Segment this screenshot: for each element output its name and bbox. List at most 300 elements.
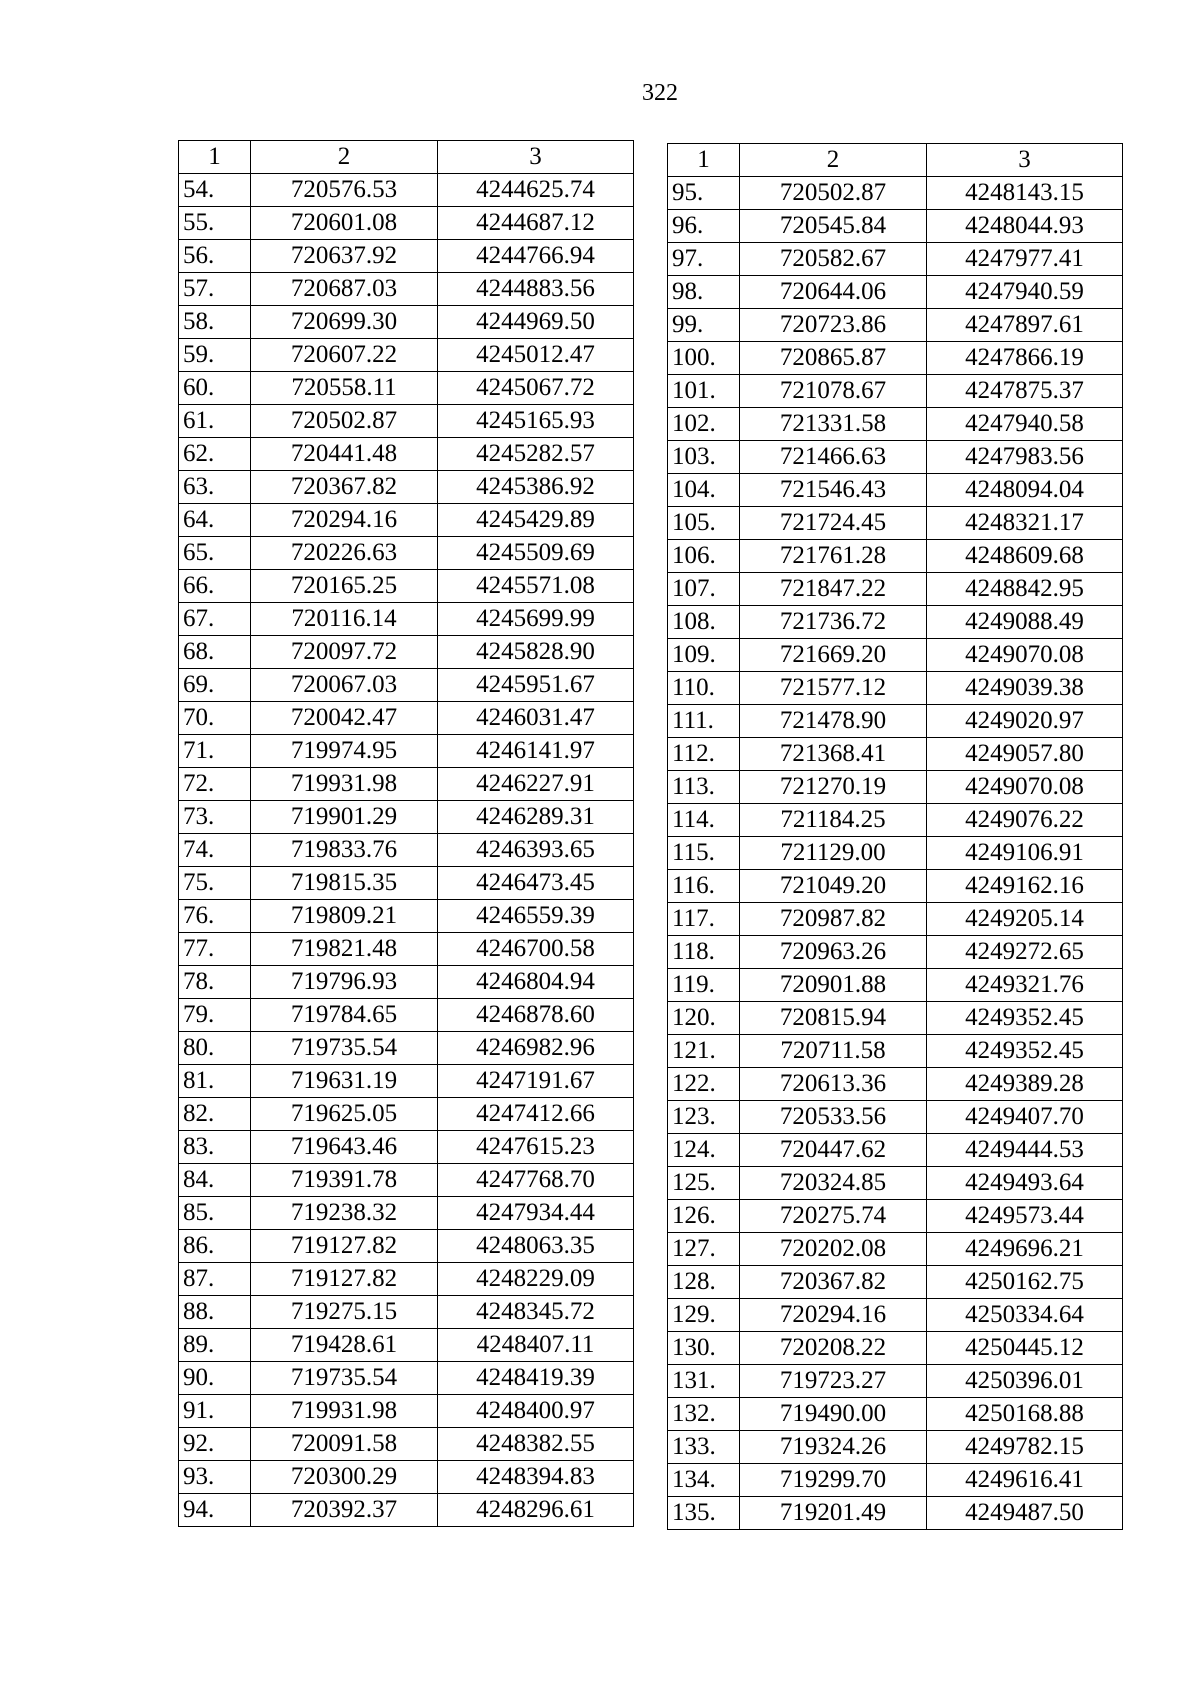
point-number: 133. bbox=[668, 1431, 740, 1464]
coordinate-y: 4245509.69 bbox=[438, 537, 634, 570]
coordinate-x: 720533.56 bbox=[740, 1101, 927, 1134]
point-number: 109. bbox=[668, 639, 740, 672]
table-row bbox=[668, 540, 1123, 573]
header-row bbox=[179, 141, 634, 174]
coordinate-y: 4249573.44 bbox=[927, 1200, 1123, 1233]
coordinate-y: 4250334.64 bbox=[927, 1299, 1123, 1332]
point-number: 108. bbox=[668, 606, 740, 639]
coordinate-x: 721724.45 bbox=[740, 507, 927, 540]
table-row bbox=[668, 1464, 1123, 1497]
coordinate-y: 4246559.39 bbox=[438, 900, 634, 933]
coordinate-x: 720582.67 bbox=[740, 243, 927, 276]
table-row bbox=[668, 408, 1123, 441]
point-number: 111. bbox=[668, 705, 740, 738]
table-row bbox=[668, 804, 1123, 837]
column-header-2: 2 bbox=[740, 144, 927, 177]
coordinate-x: 719735.54 bbox=[251, 1032, 438, 1065]
coordinate-x: 721478.90 bbox=[740, 705, 927, 738]
table-row bbox=[668, 1002, 1123, 1035]
point-number: 103. bbox=[668, 441, 740, 474]
coordinate-y: 4250168.88 bbox=[927, 1398, 1123, 1431]
table-row bbox=[179, 1098, 634, 1131]
point-number: 54. bbox=[179, 174, 251, 207]
coordinate-y: 4244969.50 bbox=[438, 306, 634, 339]
coordinate-x: 720441.48 bbox=[251, 438, 438, 471]
table-row bbox=[179, 1296, 634, 1329]
coordinate-y: 4247934.44 bbox=[438, 1197, 634, 1230]
coordinate-y: 4249389.28 bbox=[927, 1068, 1123, 1101]
table-row bbox=[668, 375, 1123, 408]
table-row bbox=[179, 1428, 634, 1461]
coordinate-y: 4248394.83 bbox=[438, 1461, 634, 1494]
coordinate-y: 4244625.74 bbox=[438, 174, 634, 207]
table-row bbox=[668, 1299, 1123, 1332]
coordinate-x: 721368.41 bbox=[740, 738, 927, 771]
table-row bbox=[668, 276, 1123, 309]
point-number: 120. bbox=[668, 1002, 740, 1035]
table-row bbox=[179, 240, 634, 273]
table-row bbox=[179, 1032, 634, 1065]
table-row bbox=[668, 573, 1123, 606]
coordinate-y: 4246141.97 bbox=[438, 735, 634, 768]
coordinate-x: 719833.76 bbox=[251, 834, 438, 867]
table-row bbox=[668, 705, 1123, 738]
coordinate-x: 720447.62 bbox=[740, 1134, 927, 1167]
coordinate-y: 4247940.58 bbox=[927, 408, 1123, 441]
coordinate-y: 4247768.70 bbox=[438, 1164, 634, 1197]
table-row bbox=[179, 1494, 634, 1527]
point-number: 131. bbox=[668, 1365, 740, 1398]
table-row bbox=[668, 177, 1123, 210]
coordinate-x: 720607.22 bbox=[251, 339, 438, 372]
table-row bbox=[179, 900, 634, 933]
coordinate-y: 4249106.91 bbox=[927, 837, 1123, 870]
point-number: 76. bbox=[179, 900, 251, 933]
coordinate-y: 4245165.93 bbox=[438, 405, 634, 438]
coordinate-y: 4250396.01 bbox=[927, 1365, 1123, 1398]
point-number: 62. bbox=[179, 438, 251, 471]
table-row bbox=[179, 1230, 634, 1263]
coordinate-x: 719299.70 bbox=[740, 1464, 927, 1497]
coordinate-y: 4245699.99 bbox=[438, 603, 634, 636]
point-number: 65. bbox=[179, 537, 251, 570]
coordinate-x: 720723.86 bbox=[740, 309, 927, 342]
point-number: 116. bbox=[668, 870, 740, 903]
coordinate-y: 4249487.50 bbox=[927, 1497, 1123, 1530]
table-row bbox=[179, 636, 634, 669]
table-row bbox=[668, 1068, 1123, 1101]
coordinate-x: 719201.49 bbox=[740, 1497, 927, 1530]
point-number: 102. bbox=[668, 408, 740, 441]
coordinate-x: 721577.12 bbox=[740, 672, 927, 705]
coordinate-x: 720294.16 bbox=[740, 1299, 927, 1332]
table-row bbox=[179, 669, 634, 702]
point-number: 98. bbox=[668, 276, 740, 309]
point-number: 123. bbox=[668, 1101, 740, 1134]
table-row bbox=[668, 738, 1123, 771]
coordinate-y: 4249070.08 bbox=[927, 639, 1123, 672]
point-number: 113. bbox=[668, 771, 740, 804]
coordinate-y: 4249162.16 bbox=[927, 870, 1123, 903]
table-row bbox=[668, 771, 1123, 804]
point-number: 84. bbox=[179, 1164, 251, 1197]
coordinate-y: 4245828.90 bbox=[438, 636, 634, 669]
table-row bbox=[668, 870, 1123, 903]
coordinate-x: 721466.63 bbox=[740, 441, 927, 474]
point-number: 70. bbox=[179, 702, 251, 735]
coordinate-y: 4244883.56 bbox=[438, 273, 634, 306]
point-number: 68. bbox=[179, 636, 251, 669]
coordinate-y: 4245951.67 bbox=[438, 669, 634, 702]
page-number: 322 bbox=[642, 80, 678, 106]
coordinate-x: 719901.29 bbox=[251, 801, 438, 834]
coordinate-x: 719391.78 bbox=[251, 1164, 438, 1197]
point-number: 72. bbox=[179, 768, 251, 801]
table-row bbox=[179, 1131, 634, 1164]
table-row bbox=[668, 1134, 1123, 1167]
table-row bbox=[179, 702, 634, 735]
point-number: 90. bbox=[179, 1362, 251, 1395]
coordinate-y: 4250445.12 bbox=[927, 1332, 1123, 1365]
coordinate-x: 719127.82 bbox=[251, 1230, 438, 1263]
table-row bbox=[179, 372, 634, 405]
coordinate-x: 719931.98 bbox=[251, 768, 438, 801]
table-row bbox=[179, 405, 634, 438]
coordinate-x: 720963.26 bbox=[740, 936, 927, 969]
column-header-3: 3 bbox=[927, 144, 1123, 177]
coordinate-x: 719490.00 bbox=[740, 1398, 927, 1431]
coordinate-y: 4246700.58 bbox=[438, 933, 634, 966]
coordinate-y: 4244687.12 bbox=[438, 207, 634, 240]
table-row bbox=[668, 507, 1123, 540]
table-row bbox=[668, 672, 1123, 705]
point-number: 121. bbox=[668, 1035, 740, 1068]
point-number: 83. bbox=[179, 1131, 251, 1164]
table-body bbox=[179, 174, 634, 1527]
table-row bbox=[179, 933, 634, 966]
column-header-1: 1 bbox=[179, 141, 251, 174]
point-number: 86. bbox=[179, 1230, 251, 1263]
coordinate-x: 719625.05 bbox=[251, 1098, 438, 1131]
coordinate-y: 4244766.94 bbox=[438, 240, 634, 273]
point-number: 99. bbox=[668, 309, 740, 342]
coordinate-x: 719815.35 bbox=[251, 867, 438, 900]
coordinate-y: 4248063.35 bbox=[438, 1230, 634, 1263]
coordinate-y: 4249020.97 bbox=[927, 705, 1123, 738]
point-number: 97. bbox=[668, 243, 740, 276]
point-number: 110. bbox=[668, 672, 740, 705]
coordinate-y: 4249057.80 bbox=[927, 738, 1123, 771]
point-number: 82. bbox=[179, 1098, 251, 1131]
coordinate-y: 4247875.37 bbox=[927, 375, 1123, 408]
coordinate-x: 719324.26 bbox=[740, 1431, 927, 1464]
table-row bbox=[668, 1431, 1123, 1464]
coordinate-x: 720202.08 bbox=[740, 1233, 927, 1266]
point-number: 63. bbox=[179, 471, 251, 504]
table-row bbox=[179, 174, 634, 207]
table-row bbox=[179, 966, 634, 999]
coordinate-x: 720392.37 bbox=[251, 1494, 438, 1527]
coordinate-y: 4245067.72 bbox=[438, 372, 634, 405]
point-number: 112. bbox=[668, 738, 740, 771]
coordinate-y: 4249407.70 bbox=[927, 1101, 1123, 1134]
point-number: 61. bbox=[179, 405, 251, 438]
coordinate-x: 720637.92 bbox=[251, 240, 438, 273]
coordinate-x: 720865.87 bbox=[740, 342, 927, 375]
coordinate-x: 719931.98 bbox=[251, 1395, 438, 1428]
coordinate-y: 4249070.08 bbox=[927, 771, 1123, 804]
coordinate-x: 720208.22 bbox=[740, 1332, 927, 1365]
coordinate-x: 721078.67 bbox=[740, 375, 927, 408]
coordinate-y: 4247897.61 bbox=[927, 309, 1123, 342]
table-row bbox=[179, 1065, 634, 1098]
coordinate-x: 720558.11 bbox=[251, 372, 438, 405]
coordinate-y: 4249782.15 bbox=[927, 1431, 1123, 1464]
point-number: 122. bbox=[668, 1068, 740, 1101]
point-number: 92. bbox=[179, 1428, 251, 1461]
point-number: 127. bbox=[668, 1233, 740, 1266]
coordinates-table-left bbox=[178, 140, 634, 1527]
table-row bbox=[668, 1497, 1123, 1530]
point-number: 75. bbox=[179, 867, 251, 900]
table-row bbox=[668, 837, 1123, 870]
coordinate-y: 4248407.11 bbox=[438, 1329, 634, 1362]
coordinate-y: 4248400.97 bbox=[438, 1395, 634, 1428]
coordinate-x: 720275.74 bbox=[740, 1200, 927, 1233]
coordinate-y: 4248143.15 bbox=[927, 177, 1123, 210]
table-row bbox=[668, 342, 1123, 375]
point-number: 96. bbox=[668, 210, 740, 243]
coordinate-y: 4245429.89 bbox=[438, 504, 634, 537]
table-row bbox=[668, 1398, 1123, 1431]
table-row bbox=[668, 1101, 1123, 1134]
column-header-2: 2 bbox=[251, 141, 438, 174]
coordinate-y: 4245386.92 bbox=[438, 471, 634, 504]
table-row bbox=[668, 210, 1123, 243]
point-number: 114. bbox=[668, 804, 740, 837]
point-number: 66. bbox=[179, 570, 251, 603]
coordinate-x: 719643.46 bbox=[251, 1131, 438, 1164]
coordinate-y: 4245282.57 bbox=[438, 438, 634, 471]
point-number: 79. bbox=[179, 999, 251, 1032]
point-number: 93. bbox=[179, 1461, 251, 1494]
coordinate-x: 720226.63 bbox=[251, 537, 438, 570]
coordinate-x: 721669.20 bbox=[740, 639, 927, 672]
table-row bbox=[179, 438, 634, 471]
coordinate-x: 720324.85 bbox=[740, 1167, 927, 1200]
point-number: 85. bbox=[179, 1197, 251, 1230]
coordinate-x: 719723.27 bbox=[740, 1365, 927, 1398]
point-number: 128. bbox=[668, 1266, 740, 1299]
point-number: 89. bbox=[179, 1329, 251, 1362]
coordinate-x: 721546.43 bbox=[740, 474, 927, 507]
coordinate-x: 720097.72 bbox=[251, 636, 438, 669]
point-number: 107. bbox=[668, 573, 740, 606]
coordinate-x: 720576.53 bbox=[251, 174, 438, 207]
point-number: 100. bbox=[668, 342, 740, 375]
coordinate-y: 4246982.96 bbox=[438, 1032, 634, 1065]
coordinate-x: 720116.14 bbox=[251, 603, 438, 636]
coordinate-x: 721331.58 bbox=[740, 408, 927, 441]
table-row bbox=[179, 504, 634, 537]
coordinate-y: 4246031.47 bbox=[438, 702, 634, 735]
coordinate-x: 721270.19 bbox=[740, 771, 927, 804]
table-row bbox=[179, 834, 634, 867]
coordinate-x: 721129.00 bbox=[740, 837, 927, 870]
table-row bbox=[668, 243, 1123, 276]
column-header-3: 3 bbox=[438, 141, 634, 174]
coordinate-y: 4247412.66 bbox=[438, 1098, 634, 1131]
point-number: 64. bbox=[179, 504, 251, 537]
point-number: 57. bbox=[179, 273, 251, 306]
coordinate-y: 4248094.04 bbox=[927, 474, 1123, 507]
coordinate-x: 721049.20 bbox=[740, 870, 927, 903]
coordinate-x: 720601.08 bbox=[251, 207, 438, 240]
point-number: 87. bbox=[179, 1263, 251, 1296]
point-number: 58. bbox=[179, 306, 251, 339]
table-row bbox=[668, 969, 1123, 1002]
point-number: 117. bbox=[668, 903, 740, 936]
coordinate-x: 719428.61 bbox=[251, 1329, 438, 1362]
coordinate-x: 720294.16 bbox=[251, 504, 438, 537]
coordinate-x: 719809.21 bbox=[251, 900, 438, 933]
table-row bbox=[179, 1263, 634, 1296]
coordinate-x: 720711.58 bbox=[740, 1035, 927, 1068]
point-number: 129. bbox=[668, 1299, 740, 1332]
coordinate-y: 4248321.17 bbox=[927, 507, 1123, 540]
table-row bbox=[179, 867, 634, 900]
coordinate-y: 4247940.59 bbox=[927, 276, 1123, 309]
coordinate-y: 4246393.65 bbox=[438, 834, 634, 867]
table-row bbox=[179, 207, 634, 240]
coordinate-y: 4249272.65 bbox=[927, 936, 1123, 969]
table-row bbox=[179, 306, 634, 339]
coordinates-table-right bbox=[667, 143, 1123, 1530]
point-number: 125. bbox=[668, 1167, 740, 1200]
coordinate-x: 720613.36 bbox=[740, 1068, 927, 1101]
point-number: 104. bbox=[668, 474, 740, 507]
coordinate-x: 721736.72 bbox=[740, 606, 927, 639]
table-row bbox=[179, 1164, 634, 1197]
coordinate-x: 719796.93 bbox=[251, 966, 438, 999]
table-header bbox=[179, 141, 634, 174]
point-number: 130. bbox=[668, 1332, 740, 1365]
coordinate-y: 4247191.67 bbox=[438, 1065, 634, 1098]
table-row bbox=[668, 1266, 1123, 1299]
table-row bbox=[179, 537, 634, 570]
coordinate-y: 4249076.22 bbox=[927, 804, 1123, 837]
table-row bbox=[179, 1395, 634, 1428]
point-number: 94. bbox=[179, 1494, 251, 1527]
point-number: 67. bbox=[179, 603, 251, 636]
coordinate-x: 720367.82 bbox=[740, 1266, 927, 1299]
point-number: 59. bbox=[179, 339, 251, 372]
coordinate-y: 4248229.09 bbox=[438, 1263, 634, 1296]
table-row bbox=[668, 903, 1123, 936]
point-number: 124. bbox=[668, 1134, 740, 1167]
coordinate-x: 720987.82 bbox=[740, 903, 927, 936]
point-number: 55. bbox=[179, 207, 251, 240]
coordinate-y: 4248345.72 bbox=[438, 1296, 634, 1329]
coordinate-x: 721184.25 bbox=[740, 804, 927, 837]
coordinate-y: 4249352.45 bbox=[927, 1035, 1123, 1068]
table-row bbox=[668, 309, 1123, 342]
table-row bbox=[668, 936, 1123, 969]
coordinate-x: 720699.30 bbox=[251, 306, 438, 339]
coordinate-y: 4249444.53 bbox=[927, 1134, 1123, 1167]
coordinate-y: 4249493.64 bbox=[927, 1167, 1123, 1200]
coordinate-y: 4246227.91 bbox=[438, 768, 634, 801]
table-row bbox=[179, 999, 634, 1032]
table-body bbox=[668, 177, 1123, 1530]
coordinate-y: 4249039.38 bbox=[927, 672, 1123, 705]
coordinate-y: 4249205.14 bbox=[927, 903, 1123, 936]
coordinate-x: 720644.06 bbox=[740, 276, 927, 309]
coordinate-x: 719631.19 bbox=[251, 1065, 438, 1098]
coordinate-x: 720502.87 bbox=[251, 405, 438, 438]
point-number: 80. bbox=[179, 1032, 251, 1065]
table-row bbox=[668, 1035, 1123, 1068]
coordinate-x: 720067.03 bbox=[251, 669, 438, 702]
column-header-1: 1 bbox=[668, 144, 740, 177]
table-header bbox=[668, 144, 1123, 177]
coordinate-x: 719784.65 bbox=[251, 999, 438, 1032]
point-number: 74. bbox=[179, 834, 251, 867]
table-row bbox=[668, 1200, 1123, 1233]
coordinate-x: 720367.82 bbox=[251, 471, 438, 504]
table-row bbox=[179, 1362, 634, 1395]
table-row bbox=[179, 768, 634, 801]
coordinate-y: 4245571.08 bbox=[438, 570, 634, 603]
coordinate-y: 4249352.45 bbox=[927, 1002, 1123, 1035]
header-row bbox=[668, 144, 1123, 177]
coordinate-y: 4245012.47 bbox=[438, 339, 634, 372]
point-number: 115. bbox=[668, 837, 740, 870]
coordinate-y: 4248044.93 bbox=[927, 210, 1123, 243]
coordinate-y: 4248296.61 bbox=[438, 1494, 634, 1527]
point-number: 106. bbox=[668, 540, 740, 573]
table-row bbox=[668, 639, 1123, 672]
point-number: 91. bbox=[179, 1395, 251, 1428]
coordinate-y: 4248419.39 bbox=[438, 1362, 634, 1395]
point-number: 134. bbox=[668, 1464, 740, 1497]
coordinate-y: 4246289.31 bbox=[438, 801, 634, 834]
point-number: 81. bbox=[179, 1065, 251, 1098]
point-number: 73. bbox=[179, 801, 251, 834]
coordinate-y: 4249616.41 bbox=[927, 1464, 1123, 1497]
coordinate-x: 720545.84 bbox=[740, 210, 927, 243]
coordinate-x: 720091.58 bbox=[251, 1428, 438, 1461]
coordinate-x: 719821.48 bbox=[251, 933, 438, 966]
coordinate-x: 720165.25 bbox=[251, 570, 438, 603]
table-row bbox=[668, 1233, 1123, 1266]
table-row bbox=[179, 570, 634, 603]
table-row bbox=[179, 1461, 634, 1494]
coordinate-y: 4247977.41 bbox=[927, 243, 1123, 276]
point-number: 95. bbox=[668, 177, 740, 210]
coordinate-y: 4249088.49 bbox=[927, 606, 1123, 639]
table-row bbox=[668, 1365, 1123, 1398]
point-number: 135. bbox=[668, 1497, 740, 1530]
point-number: 119. bbox=[668, 969, 740, 1002]
point-number: 60. bbox=[179, 372, 251, 405]
table-row bbox=[179, 801, 634, 834]
table-row bbox=[668, 441, 1123, 474]
coordinate-x: 720687.03 bbox=[251, 273, 438, 306]
coordinate-y: 4250162.75 bbox=[927, 1266, 1123, 1299]
coordinate-x: 719974.95 bbox=[251, 735, 438, 768]
coordinate-y: 4249696.21 bbox=[927, 1233, 1123, 1266]
